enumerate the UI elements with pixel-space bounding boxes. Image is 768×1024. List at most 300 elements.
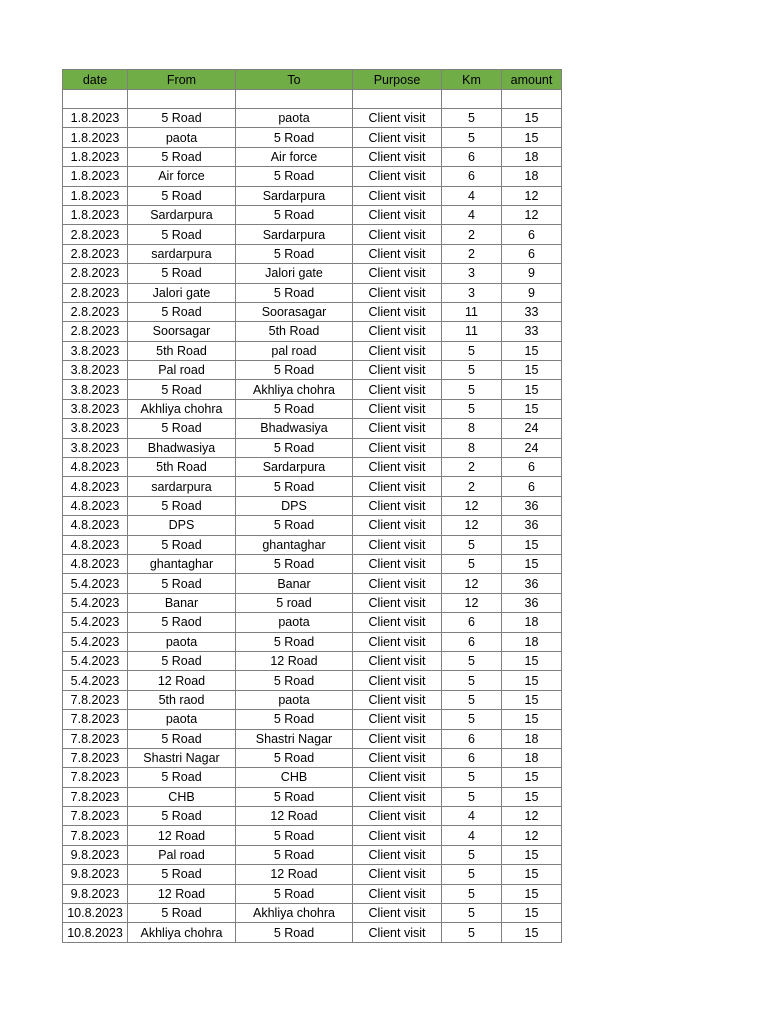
cell-date: 3.8.2023 <box>63 438 128 457</box>
cell-from: 5 Road <box>128 496 236 515</box>
cell-purpose: Client visit <box>353 380 442 399</box>
cell-km: 5 <box>442 535 502 554</box>
cell-to: 12 Road <box>236 865 353 884</box>
cell-purpose: Client visit <box>353 923 442 942</box>
cell-km: 11 <box>442 302 502 321</box>
cell-km: 8 <box>442 438 502 457</box>
cell-amount: 33 <box>502 302 562 321</box>
cell-amount: 15 <box>502 380 562 399</box>
cell-amount: 6 <box>502 477 562 496</box>
empty-cell <box>63 90 128 109</box>
cell-date: 5.4.2023 <box>63 593 128 612</box>
cell-amount: 15 <box>502 865 562 884</box>
cell-km: 4 <box>442 186 502 205</box>
cell-km: 12 <box>442 574 502 593</box>
cell-from: 5 Road <box>128 225 236 244</box>
cell-date: 2.8.2023 <box>63 264 128 283</box>
cell-from: Pal road <box>128 361 236 380</box>
cell-to: 5 Road <box>236 826 353 845</box>
cell-purpose: Client visit <box>353 535 442 554</box>
cell-date: 1.8.2023 <box>63 109 128 128</box>
cell-km: 4 <box>442 826 502 845</box>
table-row <box>63 690 562 709</box>
cell-purpose: Client visit <box>353 419 442 438</box>
cell-purpose: Client visit <box>353 613 442 632</box>
cell-km: 11 <box>442 322 502 341</box>
cell-km: 6 <box>442 729 502 748</box>
cell-km: 5 <box>442 128 502 147</box>
cell-date: 9.8.2023 <box>63 845 128 864</box>
cell-date: 1.8.2023 <box>63 205 128 224</box>
cell-amount: 24 <box>502 419 562 438</box>
cell-from: 5 Road <box>128 535 236 554</box>
table-row <box>63 671 562 690</box>
table-row <box>63 768 562 787</box>
cell-date: 5.4.2023 <box>63 574 128 593</box>
table-row <box>63 322 562 341</box>
cell-km: 5 <box>442 710 502 729</box>
cell-km: 6 <box>442 632 502 651</box>
cell-km: 6 <box>442 613 502 632</box>
table-row <box>63 710 562 729</box>
cell-purpose: Client visit <box>353 205 442 224</box>
cell-from: 5 Road <box>128 904 236 923</box>
cell-to: 12 Road <box>236 807 353 826</box>
table-row <box>63 535 562 554</box>
cell-km: 5 <box>442 845 502 864</box>
cell-purpose: Client visit <box>353 593 442 612</box>
cell-date: 4.8.2023 <box>63 458 128 477</box>
cell-from: sardarpura <box>128 477 236 496</box>
cell-from: 5th Road <box>128 458 236 477</box>
cell-to: 5 Road <box>236 923 353 942</box>
cell-to: 5 Road <box>236 632 353 651</box>
cell-km: 5 <box>442 554 502 573</box>
cell-to: 5 Road <box>236 361 353 380</box>
cell-amount: 15 <box>502 884 562 903</box>
cell-date: 7.8.2023 <box>63 729 128 748</box>
table-row <box>63 225 562 244</box>
cell-to: Jalori gate <box>236 264 353 283</box>
cell-km: 5 <box>442 884 502 903</box>
cell-to: 5 road <box>236 593 353 612</box>
cell-from: paota <box>128 632 236 651</box>
cell-amount: 15 <box>502 690 562 709</box>
cell-date: 3.8.2023 <box>63 341 128 360</box>
cell-from: Shastri Nagar <box>128 748 236 767</box>
header-amount: amount <box>502 70 562 90</box>
cell-purpose: Client visit <box>353 671 442 690</box>
cell-km: 6 <box>442 167 502 186</box>
cell-km: 2 <box>442 477 502 496</box>
cell-date: 1.8.2023 <box>63 167 128 186</box>
cell-purpose: Client visit <box>353 826 442 845</box>
cell-purpose: Client visit <box>353 147 442 166</box>
cell-to: 12 Road <box>236 651 353 670</box>
cell-purpose: Client visit <box>353 884 442 903</box>
cell-date: 3.8.2023 <box>63 399 128 418</box>
cell-to: 5 Road <box>236 399 353 418</box>
cell-amount: 15 <box>502 535 562 554</box>
empty-cell <box>502 90 562 109</box>
cell-km: 8 <box>442 419 502 438</box>
cell-purpose: Client visit <box>353 632 442 651</box>
cell-to: 5 Road <box>236 710 353 729</box>
cell-from: DPS <box>128 516 236 535</box>
cell-amount: 9 <box>502 283 562 302</box>
table-row <box>63 205 562 224</box>
cell-km: 3 <box>442 264 502 283</box>
cell-purpose: Client visit <box>353 283 442 302</box>
cell-from: 5 Road <box>128 651 236 670</box>
cell-amount: 15 <box>502 399 562 418</box>
cell-purpose: Client visit <box>353 748 442 767</box>
cell-km: 5 <box>442 380 502 399</box>
table-row <box>63 477 562 496</box>
table-row <box>63 593 562 612</box>
table-row <box>63 865 562 884</box>
cell-purpose: Client visit <box>353 554 442 573</box>
cell-to: 5 Road <box>236 884 353 903</box>
cell-date: 10.8.2023 <box>63 923 128 942</box>
cell-to: Shastri Nagar <box>236 729 353 748</box>
cell-purpose: Client visit <box>353 244 442 263</box>
table-row <box>63 826 562 845</box>
cell-purpose: Client visit <box>353 496 442 515</box>
cell-from: Sardarpura <box>128 205 236 224</box>
table-row <box>63 923 562 942</box>
cell-km: 5 <box>442 690 502 709</box>
cell-km: 5 <box>442 361 502 380</box>
table-row <box>63 613 562 632</box>
cell-from: 5 Road <box>128 865 236 884</box>
cell-purpose: Client visit <box>353 361 442 380</box>
cell-amount: 18 <box>502 729 562 748</box>
cell-amount: 15 <box>502 554 562 573</box>
cell-purpose: Client visit <box>353 399 442 418</box>
cell-km: 12 <box>442 593 502 612</box>
cell-from: 5 Road <box>128 768 236 787</box>
cell-amount: 18 <box>502 613 562 632</box>
cell-date: 2.8.2023 <box>63 322 128 341</box>
cell-km: 5 <box>442 904 502 923</box>
cell-amount: 15 <box>502 341 562 360</box>
cell-date: 1.8.2023 <box>63 128 128 147</box>
cell-purpose: Client visit <box>353 574 442 593</box>
cell-to: Bhadwasiya <box>236 419 353 438</box>
cell-date: 2.8.2023 <box>63 302 128 321</box>
cell-from: Banar <box>128 593 236 612</box>
table-row <box>63 399 562 418</box>
cell-date: 4.8.2023 <box>63 496 128 515</box>
cell-purpose: Client visit <box>353 865 442 884</box>
table-row <box>63 516 562 535</box>
cell-purpose: Client visit <box>353 225 442 244</box>
cell-purpose: Client visit <box>353 341 442 360</box>
header-km: Km <box>442 70 502 90</box>
cell-to: 5 Road <box>236 128 353 147</box>
cell-amount: 15 <box>502 651 562 670</box>
cell-date: 10.8.2023 <box>63 904 128 923</box>
cell-km: 12 <box>442 496 502 515</box>
cell-from: 5 Raod <box>128 613 236 632</box>
cell-amount: 15 <box>502 361 562 380</box>
cell-amount: 12 <box>502 205 562 224</box>
table-row <box>63 380 562 399</box>
cell-date: 2.8.2023 <box>63 283 128 302</box>
cell-purpose: Client visit <box>353 845 442 864</box>
cell-amount: 24 <box>502 438 562 457</box>
cell-purpose: Client visit <box>353 768 442 787</box>
cell-date: 9.8.2023 <box>63 865 128 884</box>
cell-amount: 18 <box>502 167 562 186</box>
cell-to: 5 Road <box>236 244 353 263</box>
cell-km: 5 <box>442 651 502 670</box>
cell-amount: 18 <box>502 748 562 767</box>
cell-date: 3.8.2023 <box>63 361 128 380</box>
cell-from: Air force <box>128 167 236 186</box>
cell-to: 5 Road <box>236 516 353 535</box>
cell-date: 4.8.2023 <box>63 516 128 535</box>
cell-amount: 6 <box>502 225 562 244</box>
cell-from: sardarpura <box>128 244 236 263</box>
cell-date: 3.8.2023 <box>63 419 128 438</box>
cell-to: 5 Road <box>236 205 353 224</box>
table-row <box>63 438 562 457</box>
cell-km: 5 <box>442 109 502 128</box>
table-row <box>63 884 562 903</box>
cell-from: 12 Road <box>128 826 236 845</box>
cell-from: Jalori gate <box>128 283 236 302</box>
cell-amount: 15 <box>502 109 562 128</box>
cell-to: 5 Road <box>236 845 353 864</box>
cell-date: 7.8.2023 <box>63 826 128 845</box>
cell-amount: 18 <box>502 632 562 651</box>
cell-from: 5 Road <box>128 574 236 593</box>
table-row <box>63 748 562 767</box>
cell-from: 5 Road <box>128 264 236 283</box>
table-row <box>63 109 562 128</box>
cell-purpose: Client visit <box>353 186 442 205</box>
cell-from: Soorsagar <box>128 322 236 341</box>
cell-from: 5 Road <box>128 147 236 166</box>
cell-to: 5 Road <box>236 554 353 573</box>
cell-purpose: Client visit <box>353 904 442 923</box>
cell-date: 7.8.2023 <box>63 748 128 767</box>
table-row <box>63 554 562 573</box>
cell-purpose: Client visit <box>353 477 442 496</box>
cell-to: 5 Road <box>236 477 353 496</box>
cell-to: 5 Road <box>236 671 353 690</box>
cell-from: paota <box>128 128 236 147</box>
table-row <box>63 787 562 806</box>
cell-amount: 15 <box>502 710 562 729</box>
cell-date: 5.4.2023 <box>63 632 128 651</box>
cell-date: 1.8.2023 <box>63 186 128 205</box>
header-from: From <box>128 70 236 90</box>
travel-expense-table <box>62 69 562 943</box>
cell-purpose: Client visit <box>353 322 442 341</box>
cell-from: 5 Road <box>128 302 236 321</box>
cell-from: Bhadwasiya <box>128 438 236 457</box>
table-row <box>63 419 562 438</box>
cell-date: 5.4.2023 <box>63 613 128 632</box>
header-row <box>63 70 562 90</box>
cell-purpose: Client visit <box>353 710 442 729</box>
table-row <box>63 574 562 593</box>
cell-km: 5 <box>442 768 502 787</box>
table-row <box>63 361 562 380</box>
cell-purpose: Client visit <box>353 516 442 535</box>
empty-cell <box>236 90 353 109</box>
cell-date: 7.8.2023 <box>63 710 128 729</box>
cell-to: pal road <box>236 341 353 360</box>
cell-km: 5 <box>442 787 502 806</box>
cell-amount: 6 <box>502 244 562 263</box>
header-purpose: Purpose <box>353 70 442 90</box>
table-row <box>63 458 562 477</box>
cell-date: 4.8.2023 <box>63 554 128 573</box>
cell-date: 2.8.2023 <box>63 225 128 244</box>
cell-date: 7.8.2023 <box>63 787 128 806</box>
cell-purpose: Client visit <box>353 264 442 283</box>
cell-to: 5 Road <box>236 283 353 302</box>
cell-purpose: Client visit <box>353 109 442 128</box>
cell-km: 5 <box>442 671 502 690</box>
cell-date: 4.8.2023 <box>63 535 128 554</box>
cell-amount: 18 <box>502 147 562 166</box>
cell-km: 5 <box>442 399 502 418</box>
table-row <box>63 244 562 263</box>
cell-to: 5th Road <box>236 322 353 341</box>
cell-from: Akhliya chohra <box>128 923 236 942</box>
cell-purpose: Client visit <box>353 302 442 321</box>
table-row <box>63 904 562 923</box>
cell-purpose: Client visit <box>353 729 442 748</box>
cell-amount: 36 <box>502 496 562 515</box>
table-row <box>63 283 562 302</box>
table-row <box>63 807 562 826</box>
cell-purpose: Client visit <box>353 787 442 806</box>
cell-amount: 15 <box>502 845 562 864</box>
empty-cell <box>128 90 236 109</box>
cell-date: 5.4.2023 <box>63 651 128 670</box>
table-row <box>63 167 562 186</box>
table-row <box>63 147 562 166</box>
cell-from: 5th raod <box>128 690 236 709</box>
cell-from: 5th Road <box>128 341 236 360</box>
cell-to: paota <box>236 613 353 632</box>
cell-to: paota <box>236 690 353 709</box>
cell-to: 5 Road <box>236 438 353 457</box>
cell-purpose: Client visit <box>353 438 442 457</box>
cell-to: Sardarpura <box>236 458 353 477</box>
cell-km: 2 <box>442 225 502 244</box>
cell-km: 5 <box>442 341 502 360</box>
table-body <box>63 90 562 943</box>
cell-date: 4.8.2023 <box>63 477 128 496</box>
empty-row <box>63 90 562 109</box>
cell-amount: 12 <box>502 186 562 205</box>
cell-purpose: Client visit <box>353 651 442 670</box>
table-row <box>63 341 562 360</box>
cell-km: 6 <box>442 748 502 767</box>
cell-amount: 12 <box>502 826 562 845</box>
header-to: To <box>236 70 353 90</box>
cell-from: 5 Road <box>128 729 236 748</box>
cell-to: Akhliya chohra <box>236 380 353 399</box>
cell-date: 7.8.2023 <box>63 690 128 709</box>
cell-km: 4 <box>442 807 502 826</box>
cell-amount: 15 <box>502 671 562 690</box>
cell-amount: 15 <box>502 128 562 147</box>
cell-date: 2.8.2023 <box>63 244 128 263</box>
table-row <box>63 496 562 515</box>
empty-cell <box>353 90 442 109</box>
cell-to: 5 Road <box>236 748 353 767</box>
cell-from: paota <box>128 710 236 729</box>
table-row <box>63 632 562 651</box>
cell-to: 5 Road <box>236 787 353 806</box>
cell-from: 5 Road <box>128 186 236 205</box>
cell-to: Sardarpura <box>236 225 353 244</box>
cell-purpose: Client visit <box>353 167 442 186</box>
table-row <box>63 302 562 321</box>
cell-to: Banar <box>236 574 353 593</box>
cell-from: 12 Road <box>128 671 236 690</box>
table-row <box>63 264 562 283</box>
cell-to: Akhliya chohra <box>236 904 353 923</box>
cell-date: 7.8.2023 <box>63 807 128 826</box>
cell-to: 5 Road <box>236 167 353 186</box>
cell-to: DPS <box>236 496 353 515</box>
header-date: date <box>63 70 128 90</box>
cell-date: 1.8.2023 <box>63 147 128 166</box>
cell-from: 5 Road <box>128 419 236 438</box>
table-row <box>63 186 562 205</box>
cell-date: 7.8.2023 <box>63 768 128 787</box>
cell-amount: 36 <box>502 574 562 593</box>
cell-amount: 15 <box>502 923 562 942</box>
empty-cell <box>442 90 502 109</box>
cell-to: CHB <box>236 768 353 787</box>
cell-km: 3 <box>442 283 502 302</box>
cell-from: Akhliya chohra <box>128 399 236 418</box>
cell-from: 5 Road <box>128 807 236 826</box>
cell-purpose: Client visit <box>353 690 442 709</box>
cell-from: 12 Road <box>128 884 236 903</box>
cell-to: Soorasagar <box>236 302 353 321</box>
cell-km: 4 <box>442 205 502 224</box>
cell-amount: 15 <box>502 904 562 923</box>
cell-to: ghantaghar <box>236 535 353 554</box>
table-row <box>63 845 562 864</box>
cell-purpose: Client visit <box>353 128 442 147</box>
cell-to: Air force <box>236 147 353 166</box>
cell-from: CHB <box>128 787 236 806</box>
cell-from: 5 Road <box>128 109 236 128</box>
cell-amount: 9 <box>502 264 562 283</box>
cell-from: 5 Road <box>128 380 236 399</box>
cell-purpose: Client visit <box>353 458 442 477</box>
cell-km: 12 <box>442 516 502 535</box>
cell-amount: 12 <box>502 807 562 826</box>
cell-to: Sardarpura <box>236 186 353 205</box>
cell-km: 2 <box>442 458 502 477</box>
cell-amount: 6 <box>502 458 562 477</box>
cell-km: 6 <box>442 147 502 166</box>
cell-to: paota <box>236 109 353 128</box>
